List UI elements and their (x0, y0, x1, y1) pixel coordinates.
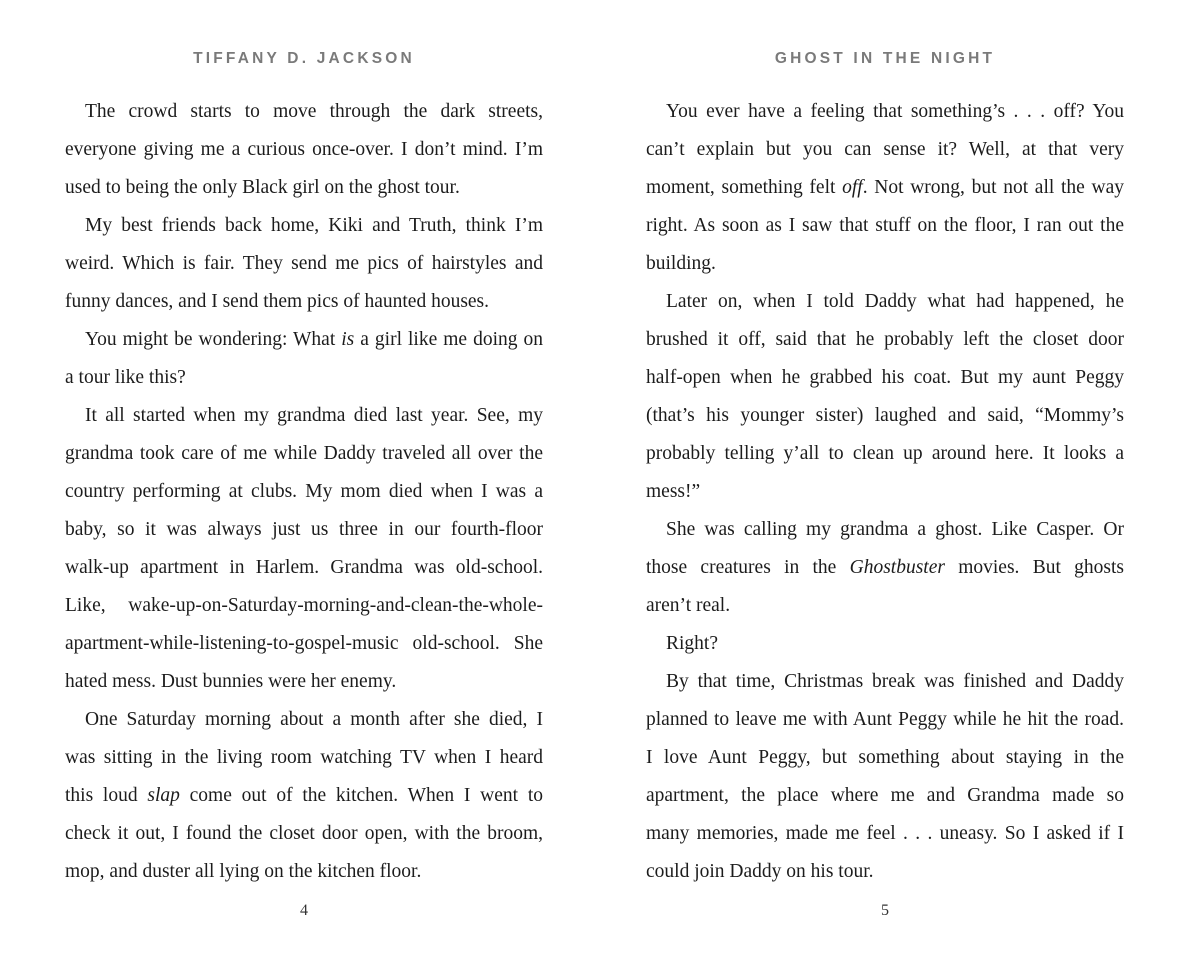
paragraph (646, 663, 1124, 891)
text-line: everyone giving me a curious once-over. I don’t mind. I’m (65, 139, 543, 160)
paragraph (646, 625, 1124, 663)
text-line: planned to leave me with Aunt Peggy while he hit the road. (646, 709, 1124, 730)
text-line: baby, so it was always just us three in our fourth-floor (65, 519, 543, 540)
text-line: brushed it off, said that he probably left the closet door (646, 329, 1124, 350)
paragraph (65, 701, 543, 891)
text-line: weird. Which is fair. They send me pics of hairstyles and (65, 253, 543, 274)
italic-text: off (842, 177, 863, 198)
text-line: building. (646, 253, 716, 274)
left-page (65, 0, 543, 971)
text-line: hated mess. Dust bunnies were her enemy. (65, 671, 397, 692)
text-line: those creatures in the Ghostbuster movies. But ghosts (646, 557, 1124, 578)
running-head-title: GHOST IN THE NIGHT (774, 50, 996, 67)
text-line: right. As soon as I saw that stuff on the floor, I ran out the (646, 215, 1124, 236)
text-line: Right? (666, 633, 718, 654)
text-line: probably telling y’all to clean up around here. It looks a (646, 443, 1124, 464)
text-line: can’t explain but you can sense it? Well, at that very (646, 139, 1124, 160)
paragraph (646, 283, 1124, 511)
paragraph (65, 321, 543, 397)
text-line: funny dances, and I send them pics of haunted houses. (65, 291, 490, 312)
running-head-author: TIFFANY D. JACKSON (193, 50, 415, 67)
text-line: apartment, the place where me and Grandma made so (646, 785, 1124, 806)
text-line: You ever have a feeling that something’s . . . off? You (666, 101, 1124, 122)
text-line: You might be wondering: What is a girl like me doing on (85, 329, 543, 350)
text-line: this loud slap come out of the kitchen. When I went to (65, 785, 543, 806)
paragraph (65, 397, 543, 701)
text-line: mop, and duster all lying on the kitchen floor. (65, 861, 422, 882)
page-number: 5 (881, 902, 889, 919)
paragraph (646, 511, 1124, 625)
text-line: One Saturday morning about a month after she died, I (85, 709, 543, 730)
right-page-body (646, 93, 1124, 891)
text-line: Like, wake-up-on-Saturday-morning-and-clean-the-whole- (65, 595, 543, 616)
text-line: walk-up apartment in Harlem. Grandma was old-school. (65, 557, 543, 578)
paragraph (646, 93, 1124, 283)
text-line: (that’s his younger sister) laughed and said, “Mommy’s (646, 405, 1124, 426)
italic-text: slap (147, 785, 180, 806)
text-line: It all started when my grandma died last year. See, my (85, 405, 543, 426)
text-line: aren’t real. (646, 595, 731, 616)
text-line: half-open when he grabbed his coat. But my aunt Peggy (646, 367, 1124, 388)
left-page-body (65, 93, 543, 891)
page-number: 4 (300, 902, 308, 919)
text-line: I love Aunt Peggy, but something about staying in the (646, 747, 1124, 768)
text-line: used to being the only Black girl on the ghost tour. (65, 177, 460, 198)
right-page (646, 0, 1124, 971)
italic-text: Ghostbuster (849, 557, 945, 578)
text-line: moment, something felt off. Not wrong, but not all the way (646, 177, 1124, 198)
text-line: could join Daddy on his tour. (646, 861, 874, 882)
paragraph (65, 207, 543, 321)
text-line: apartment-while-listening-to-gospel-music old-school. She (65, 633, 543, 654)
text-line: many memories, made me feel . . . uneasy. So I asked if I (646, 823, 1124, 844)
text-line: She was calling my grandma a ghost. Like Casper. Or (666, 519, 1124, 540)
text-line: country performing at clubs. My mom died when I was a (65, 481, 543, 502)
text-line: My best friends back home, Kiki and Truth, think I’m (85, 215, 543, 236)
italic-text: is (341, 329, 355, 350)
text-line: By that time, Christmas break was finished and Daddy (666, 671, 1124, 692)
text-line: The crowd starts to move through the dark streets, (85, 101, 543, 122)
paragraph (65, 93, 543, 207)
text-line: mess!” (646, 481, 701, 502)
text-line: check it out, I found the closet door open, with the broom, (65, 823, 543, 844)
text-line: a tour like this? (65, 367, 186, 388)
text-line: grandma took care of me while Daddy traveled all over the (65, 443, 543, 464)
text-line: Later on, when I told Daddy what had happened, he (666, 291, 1124, 312)
text-line: was sitting in the living room watching TV when I heard (65, 747, 543, 768)
